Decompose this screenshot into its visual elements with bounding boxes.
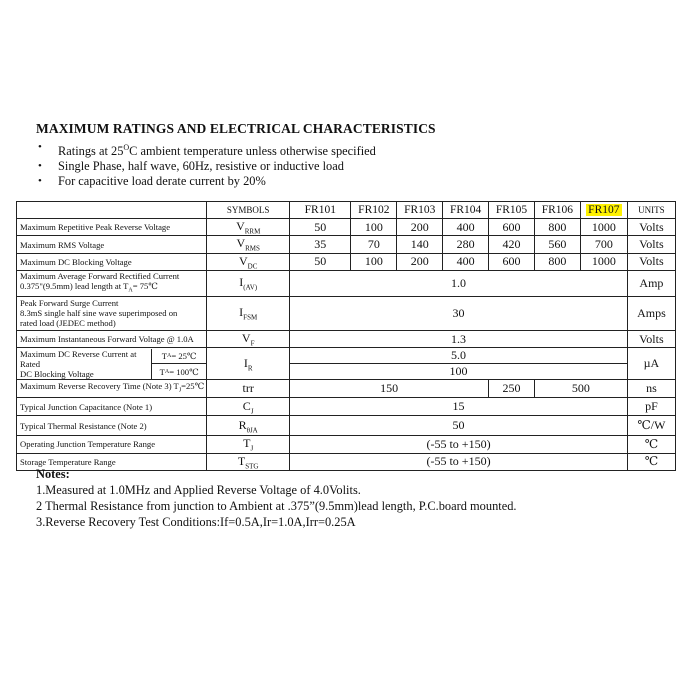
ratings-table [16, 201, 676, 471]
value-cell: 250 [489, 380, 535, 398]
part-header: FR103 [397, 202, 443, 219]
table-header-row [17, 202, 676, 219]
part-header: FR102 [351, 202, 397, 219]
param-label: Maximum DC Reverse Current at Rated DC Blocking Voltage T A = 25℃ T A = 100℃ [17, 348, 207, 380]
note-item: 2 Thermal Resistance from junction to Ambient at .375”(9.5mm)lead length, P.C.board mounted. [36, 499, 517, 513]
value-cell: 800 [534, 253, 580, 270]
part-header: FR101 [290, 202, 351, 219]
value-cell: 35 [290, 236, 351, 253]
param-label: Maximum Average Forward Rectified Current 0.375"(9.5mm) lead length at $T_A=$ 75℃ [17, 271, 207, 297]
unit-cell: Volts [627, 253, 675, 270]
parameter-header [17, 202, 207, 219]
value-cell: 700 [580, 236, 627, 253]
value-cell: 800 [534, 219, 580, 236]
symbol-cell: $I_{(AV)}$ [207, 271, 290, 297]
unit-cell: Amp [627, 271, 675, 297]
param-label: Typical Junction Capacitance (Note 1) [17, 398, 207, 416]
param-label: Maximum Reverse Recovery Time (Note 3) $T_J=25℃$ [17, 380, 207, 398]
table-row [17, 219, 676, 236]
value-cell: 70 [351, 236, 397, 253]
symbol-cell: $V_{RMS}$ [207, 236, 290, 253]
unit-cell: pF [627, 398, 675, 416]
value-cell: 30 [290, 296, 628, 330]
conditions-list [38, 140, 376, 189]
value-cell: 5.0 [290, 348, 628, 364]
condition-item: • Single Phase, half wave, 60Hz, resistive or inductive load [38, 159, 376, 174]
table-row [17, 380, 676, 398]
unit-cell: Volts [627, 219, 675, 236]
page-title: MAXIMUM RATINGS AND ELECTRICAL CHARACTERISTICS [36, 121, 436, 133]
value-cell: 200 [397, 219, 443, 236]
param-label: Typical Thermal Resistance (Note 2) [17, 416, 207, 436]
table-row [17, 436, 676, 453]
note-item: 1.Measured at 1.0MHz and Applied Reverse Voltage of 4.0Volits. [36, 483, 361, 497]
value-cell: 50 [290, 416, 628, 436]
value-cell: 50 [290, 219, 351, 236]
unit-cell: ℃/W [627, 416, 675, 436]
param-label: Maximum DC Blocking Voltage [17, 253, 207, 270]
value-cell: 1000 [580, 253, 627, 270]
table-row [17, 398, 676, 416]
table-row [17, 348, 676, 364]
part-header: FR106 [534, 202, 580, 219]
notes-section [36, 466, 517, 530]
part-header-highlighted [580, 202, 627, 219]
value-cell: 280 [443, 236, 489, 253]
symbol-cell: $V_{RRM}$ [207, 219, 290, 236]
table-row [17, 271, 676, 297]
symbol-cell: $C_J$ [207, 398, 290, 416]
value-cell: (-55 to +150) [290, 436, 628, 453]
symbol-cell: $I_{FSM}$ [207, 296, 290, 330]
value-cell: 100 [351, 253, 397, 270]
unit-cell: ℃ [627, 453, 675, 470]
note-item: 3.Reverse Recovery Test Conditions:If=0.5A,Ir=1.0A,Irr=0.25A [36, 515, 356, 529]
value-cell: 140 [397, 236, 443, 253]
value-cell: 500 [534, 380, 627, 398]
unit-cell: Volts [627, 330, 675, 347]
value-cell: 150 [290, 380, 489, 398]
table-row [17, 416, 676, 436]
param-label: Peak Forward Surge Current 8.3mS single half sine wave superimposed on rated load (JEDEC method) [17, 296, 207, 330]
condition-item: • For capacitive load derate current by 20% [38, 174, 376, 189]
value-cell: 15 [290, 398, 628, 416]
param-label: Maximum RMS Voltage [17, 236, 207, 253]
temp-condition: T A = 25℃ [152, 349, 206, 365]
param-label: Storage Temperature Range [17, 453, 207, 470]
value-cell: 400 [443, 253, 489, 270]
symbol-cell: trr [207, 380, 290, 398]
part-header: FR105 [489, 202, 535, 219]
symbol-cell: $T_{STG}$ [207, 453, 290, 470]
value-cell: (-55 to +150) [290, 453, 628, 470]
param-label: Maximum Repetitive Peak Reverse Voltage [17, 219, 207, 236]
value-cell: 100 [290, 364, 628, 380]
param-label: Maximum Instantaneous Forward Voltage @ 1.0A [17, 330, 207, 347]
symbol-cell: $T_J$ [207, 436, 290, 453]
unit-cell: µA [627, 348, 675, 380]
table-row [17, 253, 676, 270]
value-cell: 1.0 [290, 271, 628, 297]
value-cell: 400 [443, 219, 489, 236]
table-row [17, 296, 676, 330]
value-cell: 200 [397, 253, 443, 270]
unit-cell: ns [627, 380, 675, 398]
symbol-cell: $I_R$ [207, 348, 290, 380]
value-cell: 420 [489, 236, 535, 253]
value-cell: 50 [290, 253, 351, 270]
unit-cell: ℃ [627, 436, 675, 453]
part-header: FR104 [443, 202, 489, 219]
symbol-cell: $V_F$ [207, 330, 290, 347]
table-row [17, 330, 676, 347]
highlight-mark: FR107 [588, 204, 620, 216]
table-row [17, 236, 676, 253]
value-cell: 560 [534, 236, 580, 253]
symbol-cell: $V_{DC}$ [207, 253, 290, 270]
symbol-cell: $R_{\theta JA}$ [207, 416, 290, 436]
param-label: Operating Junction Temperature Range [17, 436, 207, 453]
unit-cell: Amps [627, 296, 675, 330]
temp-condition: T A = 100℃ [159, 366, 199, 377]
value-cell: 600 [489, 253, 535, 270]
units-header: UNITS [627, 202, 675, 219]
value-cell: 100 [351, 219, 397, 236]
unit-cell: Volts [627, 236, 675, 253]
condition-item: • Ratings at $25^OC$ ambient temperature unless otherwise specified [38, 140, 376, 159]
value-cell: 600 [489, 219, 535, 236]
value-cell: 1000 [580, 219, 627, 236]
notes-heading: Notes: [36, 467, 70, 481]
value-cell: 1.3 [290, 330, 628, 347]
symbols-header: SYMBOLS [207, 202, 290, 219]
